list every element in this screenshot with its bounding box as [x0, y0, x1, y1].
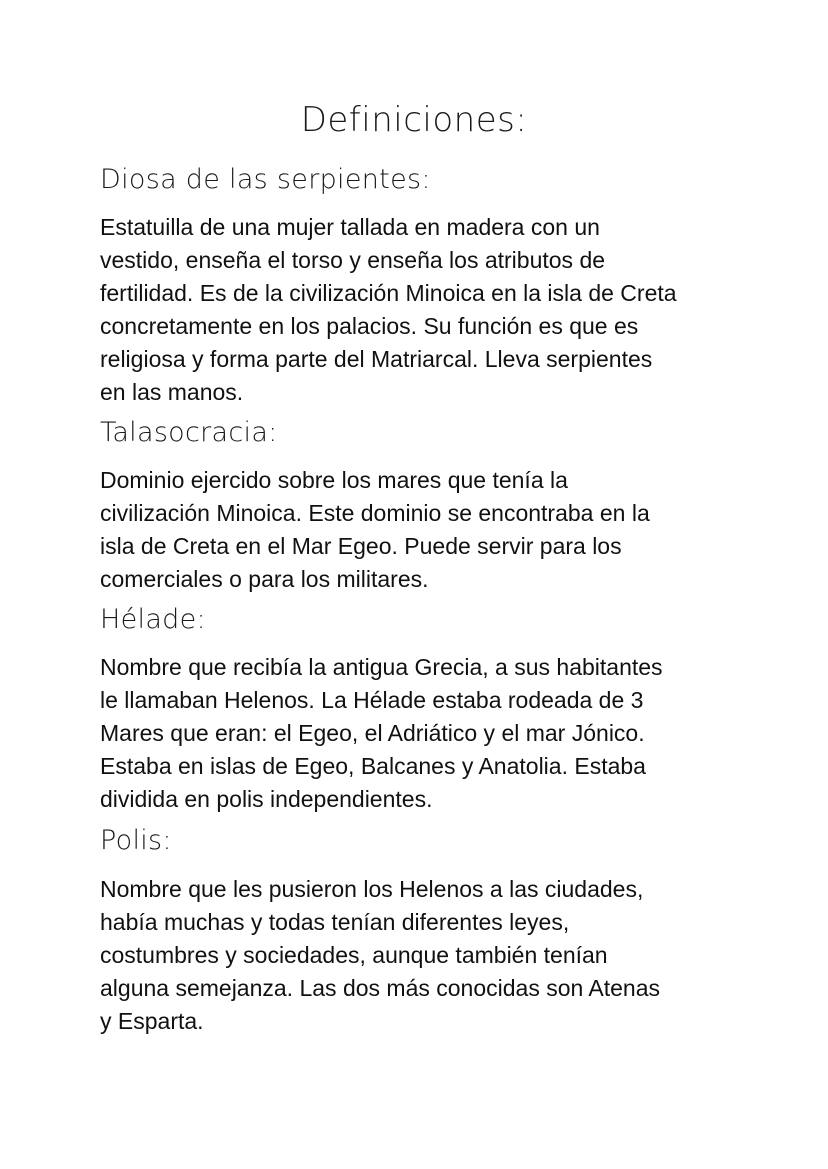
text-line: isla de Creta en el Mar Egeo. Puede servir para los: [100, 533, 622, 559]
page-title: Definiciones:: [300, 100, 528, 140]
text-line: dividida en polis independientes.: [100, 786, 433, 812]
definition-heading: Polis:: [100, 825, 172, 856]
text-line: Estaba en islas de Egeo, Balcanes y Anatolia. Estaba: [100, 753, 646, 779]
text-line: religiosa y forma parte del Matriarcal. Lleva serpientes: [100, 346, 653, 372]
text-line: Mares que eran: el Egeo, el Adriático y el mar Jónico.: [100, 720, 645, 746]
text-line: había muchas y todas tenían diferentes leyes,: [100, 909, 570, 935]
text-line: civilización Minoica. Este dominio se encontraba en la: [100, 500, 650, 526]
definition-text: [100, 873, 740, 1038]
text-line: comerciales o para los militares.: [100, 566, 429, 592]
text-line: alguna semejanza. Las dos más conocidas son Atenas: [100, 975, 661, 1001]
text-line: concretamente en los palacios. Su función es que es: [100, 313, 639, 339]
text-line: vestido, enseña el torso y enseña los atributos de: [100, 247, 606, 273]
text-line: fertilidad. Es de la civilización Minoica en la isla de Creta: [100, 280, 677, 306]
definition-text: [100, 464, 740, 596]
text-line: Dominio ejercido sobre los mares que tenía la: [100, 467, 568, 493]
text-line: Nombre que les pusieron los Helenos a las ciudades,: [100, 876, 644, 902]
text-line: Estatuilla de una mujer tallada en madera con un: [100, 214, 600, 240]
definition-heading: Hélade:: [100, 604, 206, 635]
text-line: costumbres y sociedades, aunque también tenían: [100, 942, 608, 968]
definition-heading: Diosa de las serpientes:: [100, 164, 431, 195]
definition-text: [100, 651, 740, 816]
text-line: le llamaban Helenos. La Hélade estaba rodeada de 3: [100, 687, 644, 713]
definition-text: [100, 211, 740, 409]
definition-heading: Talasocracia:: [100, 417, 278, 448]
text-line: en las manos.: [100, 379, 244, 405]
text-line: y Esparta.: [100, 1008, 204, 1034]
text-line: Nombre que recibía la antigua Grecia, a sus habitantes: [100, 654, 663, 680]
